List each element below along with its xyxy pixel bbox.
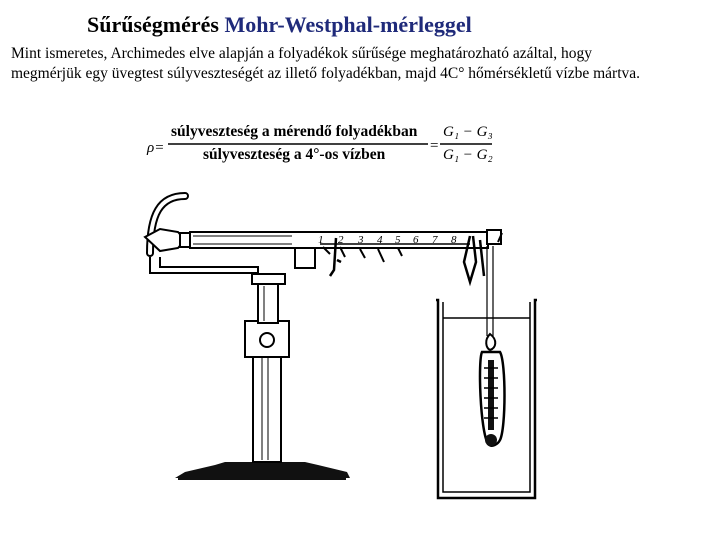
scale-number-8: 8 (451, 234, 457, 246)
balance-beam (145, 196, 502, 273)
body-line-2: megmérjük egy üvegtest súlyveszteségét az illető folyadékban, majd 4C° hőmérsékletű vízbe mártva. (11, 65, 641, 82)
title-part-2: Mohr-Westphal-mérleggel (224, 12, 472, 37)
scale-number-4: 4 (377, 234, 383, 246)
balance-base (175, 462, 350, 480)
formula-numerator: súlyveszteség a mérendő folyadékban (171, 123, 418, 140)
body-line-1: Mint ismeretes, Archimedes elve alapján a folyadékok sűrűsége meghatározható azáltal, hogy (11, 45, 593, 62)
formula-equals: = (430, 138, 439, 154)
scale-number-3: 3 (358, 234, 364, 246)
scale-number-6: 6 (413, 234, 419, 246)
hanging-wire (487, 246, 493, 336)
scale-number-5: 5 (395, 234, 401, 246)
formula-rhs-numerator: G₁ − G₃ (443, 124, 493, 140)
formula-denominator: súlyveszteség a 4°-os vízben (203, 146, 386, 163)
scale-number-7: 7 (432, 234, 438, 246)
formula-rhs-denominator: G₁ − G₂ (443, 147, 493, 163)
title-part-1: Sűrűségmérés (87, 12, 219, 37)
glass-plummet (480, 334, 505, 446)
formula-rho: ρ= (147, 140, 165, 156)
scale-number-2: 2 (338, 234, 344, 246)
scale-number-1: 1 (318, 234, 324, 246)
density-formula (146, 123, 493, 163)
